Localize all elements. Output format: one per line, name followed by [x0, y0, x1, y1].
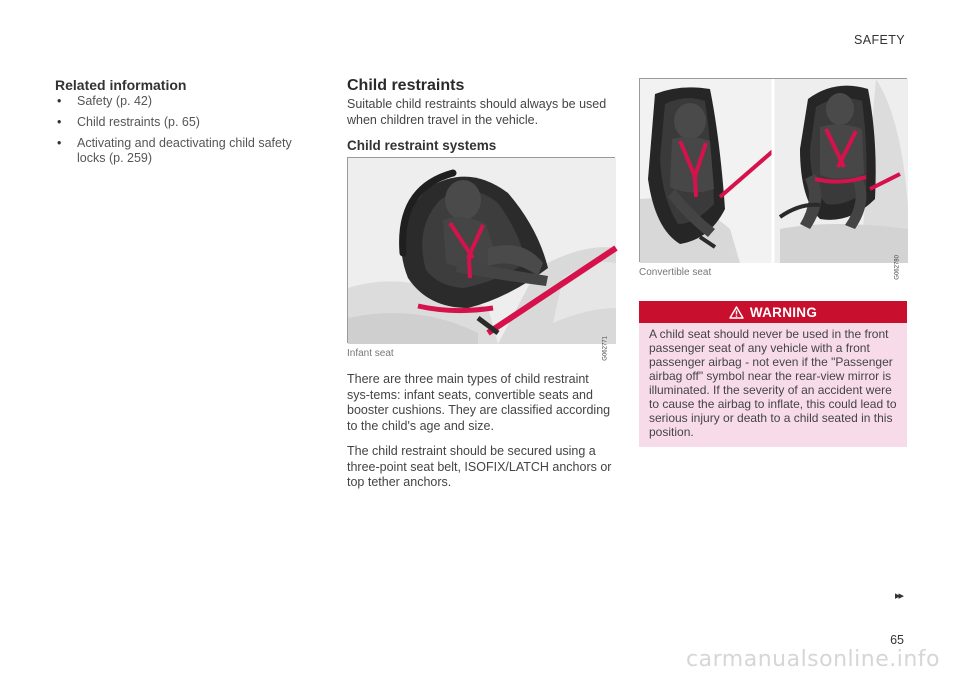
- related-links: [55, 94, 320, 166]
- paragraph-seat-types: There are three main types of child restraint sys-tems: infant seats, convertible seats and booster cushions. They are classified according to the child's age and size.: [347, 372, 611, 433]
- figure-caption: Infant seat: [347, 348, 394, 359]
- warning-box: [639, 301, 907, 447]
- next-page-icon[interactable]: ▸▸: [894, 590, 902, 602]
- related-link-safety[interactable]: • Safety (p. 42): [57, 94, 153, 108]
- subtitle: Child restraint systems: [347, 138, 497, 153]
- figure-caption: Convertible seat: [639, 267, 712, 278]
- bullet: •: [57, 115, 62, 129]
- page-title: Child restraints: [347, 77, 465, 94]
- convertible-seat-image: [640, 79, 908, 263]
- related-link-child-safety-locks[interactable]: • Activating and deactivating child safety locks (p. 259): [57, 136, 292, 165]
- main-content: [347, 77, 615, 491]
- figure-code: G062771: [603, 336, 609, 361]
- warning-title: WARNING: [749, 304, 818, 320]
- figure-code: G062780: [895, 255, 901, 280]
- bullet: •: [57, 136, 62, 150]
- related-title: Related information: [55, 77, 187, 93]
- right-content: [639, 78, 907, 447]
- section-header: SAFETY: [853, 33, 905, 47]
- warning-header: [639, 301, 907, 323]
- page-number: 65: [890, 633, 904, 647]
- paragraph-securing: The child restraint should be secured using a three-point seat belt, ISOFIX/LATCH anchors or top tether anchors.: [347, 444, 612, 489]
- bullet: •: [57, 94, 62, 108]
- related-link-child-restraints[interactable]: • Child restraints (p. 65): [57, 115, 200, 129]
- warning-text: A child seat should never be used in the front passenger seat of any vehicle with a front passenger airbag - not even if the "Passenger airbag off" symbol near the rear-view mirror is illuminated. If the severity of an accident were to cause the airbag to inflate, this could lead to serious injury or death to a child seated in this position.: [649, 327, 897, 439]
- intro-text: Suitable child restraints should always be used when children travel in the vehicle.: [347, 97, 607, 127]
- infant-seat-image: [348, 158, 616, 344]
- watermark: carmanualsonline.info: [686, 647, 940, 672]
- related-information: [55, 77, 320, 172]
- warning-triangle-icon: [729, 306, 744, 319]
